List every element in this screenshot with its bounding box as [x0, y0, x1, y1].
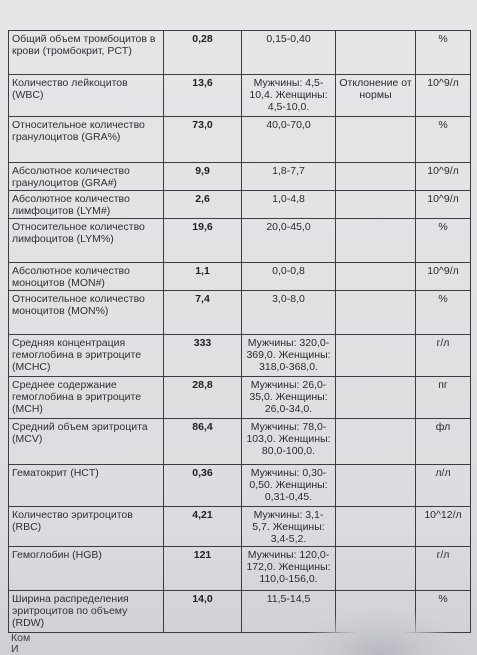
parameter-name-cell: Количество лейкоцитов (WBC) — [9, 75, 164, 117]
parameter-name-cell: Средний объем эритроцита (MCV) — [9, 419, 164, 465]
parameter-name-cell: Абсолютное количество гранулоцитов (GRA#) — [9, 163, 164, 191]
table-row — [9, 419, 471, 465]
unit-cell: % — [416, 291, 471, 335]
result-value-cell: 4,21 — [164, 507, 242, 547]
table-row — [9, 291, 471, 335]
parameter-name-cell: Относительное количество моноцитов (MON%) — [9, 291, 164, 335]
unit-cell: г/л — [416, 335, 471, 377]
note-cell — [336, 465, 416, 507]
footer-text — [11, 632, 30, 654]
unit-cell: г/л — [416, 547, 471, 591]
result-value-cell: 7,4 — [164, 291, 242, 335]
note-cell — [336, 335, 416, 377]
reference-range-cell: Мужчины: 26,0-35,0. Женщины: 26,0-34,0. — [242, 377, 336, 419]
result-value-cell: 86,4 — [164, 419, 242, 465]
unit-cell: фл — [416, 419, 471, 465]
table-row — [9, 547, 471, 591]
note-cell — [336, 547, 416, 591]
reference-range-cell: 20,0-45,0 — [242, 219, 336, 263]
note-cell: Отклонение от нормы — [336, 75, 416, 117]
reference-range-cell: Мужчины: 320,0-369,0. Женщины: 318,0-368,0. — [242, 335, 336, 377]
note-cell — [336, 291, 416, 335]
unit-cell: 10^9/л — [416, 75, 471, 117]
result-value-cell: 1,1 — [164, 263, 242, 291]
result-value-cell: 2,6 — [164, 191, 242, 219]
reference-range-cell: Мужчины: 3,1-5,7. Женщины: 3,4-5,2. — [242, 507, 336, 547]
note-cell — [336, 419, 416, 465]
unit-cell: 10^9/л — [416, 163, 471, 191]
result-value-cell: 28,8 — [164, 377, 242, 419]
unit-cell: л/л — [416, 465, 471, 507]
table-row — [9, 75, 471, 117]
note-cell — [336, 163, 416, 191]
table-row — [9, 263, 471, 291]
parameter-name-cell: Средняя концентрация гемоглобина в эритроците (MCHC) — [9, 335, 164, 377]
reference-range-cell: 11,5-14,5 — [242, 591, 336, 633]
table-row — [9, 191, 471, 219]
unit-cell: % — [416, 219, 471, 263]
result-value-cell: 13,6 — [164, 75, 242, 117]
note-cell — [336, 191, 416, 219]
table-row — [9, 507, 471, 547]
unit-cell: 10^9/л — [416, 191, 471, 219]
footer-line-2: И — [11, 643, 19, 655]
result-value-cell: 333 — [164, 335, 242, 377]
reference-range-cell: 1,8-7,7 — [242, 163, 336, 191]
note-cell — [336, 263, 416, 291]
parameter-name-cell: Абсолютное количество лимфоцитов (LYM#) — [9, 191, 164, 219]
unit-cell: 10^12/л — [416, 507, 471, 547]
note-cell — [336, 31, 416, 75]
reference-range-cell: 40,0-70,0 — [242, 117, 336, 163]
table-row — [9, 377, 471, 419]
table-row — [9, 163, 471, 191]
footer-line-1: Ком — [11, 632, 31, 644]
note-cell — [336, 117, 416, 163]
result-value-cell: 121 — [164, 547, 242, 591]
parameter-name-cell: Ширина распределения эритроцитов по объему (RDW) — [9, 591, 164, 633]
parameter-name-cell: Гемоглобин (HGB) — [9, 547, 164, 591]
reference-range-cell: Мужчины: 0,30-0,50. Женщины: 0,31-0,45. — [242, 465, 336, 507]
paper-fold-shadow — [300, 610, 460, 655]
note-cell — [336, 377, 416, 419]
result-value-cell: 9,9 — [164, 163, 242, 191]
note-cell — [336, 507, 416, 547]
unit-cell: % — [416, 591, 471, 633]
table-row — [9, 465, 471, 507]
reference-range-cell: Мужчины: 4,5-10,4. Женщины: 4,5-10,0. — [242, 75, 336, 117]
result-value-cell: 0,28 — [164, 31, 242, 75]
table-row — [9, 219, 471, 263]
table-body — [9, 31, 471, 633]
table-row — [9, 335, 471, 377]
reference-range-cell: 3,0-8,0 — [242, 291, 336, 335]
parameter-name-cell: Абсолютное количество моноцитов (MON#) — [9, 263, 164, 291]
reference-range-cell: 0,15-0,40 — [242, 31, 336, 75]
table-row — [9, 31, 471, 75]
parameter-name-cell: Количество эритроцитов (RBC) — [9, 507, 164, 547]
parameter-name-cell: Относительное количество лимфоцитов (LYM%) — [9, 219, 164, 263]
parameter-name-cell: Среднее содержание гемоглобина в эритроците (MCH) — [9, 377, 164, 419]
note-cell — [336, 219, 416, 263]
parameter-name-cell: Гематокрит (HCT) — [9, 465, 164, 507]
blood-test-table — [8, 30, 471, 633]
reference-range-cell: Мужчины: 120,0-172,0. Женщины: 110,0-156,0. — [242, 547, 336, 591]
unit-cell: % — [416, 117, 471, 163]
table-row — [9, 117, 471, 163]
reference-range-cell: Мужчины: 78,0-103,0. Женщины: 80,0-100,0. — [242, 419, 336, 465]
reference-range-cell: 1,0-4,8 — [242, 191, 336, 219]
result-value-cell: 73,0 — [164, 117, 242, 163]
unit-cell: 10^9/л — [416, 263, 471, 291]
result-value-cell: 14,0 — [164, 591, 242, 633]
result-value-cell: 19,6 — [164, 219, 242, 263]
parameter-name-cell: Общий объем тромбоцитов в крови (тромбокрит, PCT) — [9, 31, 164, 75]
unit-cell: % — [416, 31, 471, 75]
parameter-name-cell: Относительное количество гранулоцитов (GRA%) — [9, 117, 164, 163]
reference-range-cell: 0,0-0,8 — [242, 263, 336, 291]
unit-cell: пг — [416, 377, 471, 419]
result-value-cell: 0,36 — [164, 465, 242, 507]
